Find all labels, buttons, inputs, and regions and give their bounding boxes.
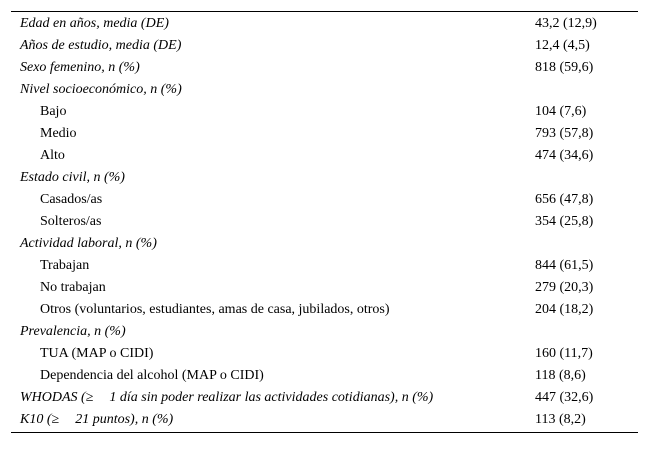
table-row bbox=[11, 277, 638, 299]
table-row bbox=[11, 343, 638, 365]
row-label: Medio bbox=[40, 126, 77, 141]
row-value bbox=[535, 321, 638, 343]
demographics-table-container bbox=[11, 11, 638, 433]
row-value: 844 (61,5) bbox=[535, 258, 594, 273]
row-label: Casados/as bbox=[40, 192, 103, 207]
section-heading: Actividad laboral, n (%) bbox=[20, 236, 157, 251]
row-value: 104 (7,6) bbox=[535, 104, 587, 119]
row-value: 818 (59,6) bbox=[535, 60, 594, 75]
row-value: 113 (8,2) bbox=[535, 412, 586, 427]
table-row bbox=[11, 299, 638, 321]
row-value bbox=[535, 233, 638, 255]
table-row bbox=[11, 167, 638, 189]
row-value: 12,4 (4,5) bbox=[535, 38, 590, 53]
table-row bbox=[11, 189, 638, 211]
row-value: 204 (18,2) bbox=[535, 302, 594, 317]
table-row bbox=[11, 409, 638, 432]
row-label: Años de estudio, media (DE) bbox=[20, 38, 182, 53]
table-row bbox=[11, 321, 638, 343]
table-row bbox=[11, 211, 638, 233]
demographics-table bbox=[11, 12, 638, 432]
row-value: 447 (32,6) bbox=[535, 390, 594, 405]
table-row bbox=[11, 79, 638, 101]
row-label: Sexo femenino, n (%) bbox=[20, 60, 140, 75]
row-value: 354 (25,8) bbox=[535, 214, 594, 229]
row-label-prefix: K10 (≥ bbox=[20, 412, 60, 427]
row-value: 43,2 (12,9) bbox=[535, 16, 597, 31]
row-value: 656 (47,8) bbox=[535, 192, 594, 207]
table-row bbox=[11, 365, 638, 387]
row-label: Dependencia del alcohol (MAP o CIDI) bbox=[40, 368, 264, 383]
section-heading: Prevalencia, n (%) bbox=[20, 324, 126, 339]
row-label: Alto bbox=[40, 148, 65, 163]
row-label: Otros (voluntarios, estudiantes, amas de casa, jubilados, otros) bbox=[40, 302, 390, 317]
row-label: Bajo bbox=[40, 104, 67, 119]
row-value: 160 (11,7) bbox=[535, 346, 593, 361]
row-label: No trabajan bbox=[40, 280, 106, 295]
row-label-suffix: 1 día sin poder realizar las actividades cotidianas), n (%) bbox=[109, 390, 434, 405]
row-value: 279 (20,3) bbox=[535, 280, 594, 295]
row-label: TUA (MAP o CIDI) bbox=[40, 346, 154, 361]
table-row bbox=[11, 233, 638, 255]
section-heading: Estado civil, n (%) bbox=[20, 170, 125, 185]
table-row bbox=[11, 12, 638, 35]
row-label: Solteros/as bbox=[40, 214, 102, 229]
table-row bbox=[11, 145, 638, 167]
row-value: 474 (34,6) bbox=[535, 148, 594, 163]
table-row bbox=[11, 387, 638, 409]
section-heading: Nivel socioeconómico, n (%) bbox=[20, 82, 182, 97]
row-value: 118 (8,6) bbox=[535, 368, 586, 383]
row-label-prefix: WHODAS (≥ bbox=[20, 390, 94, 405]
row-label bbox=[11, 387, 535, 409]
row-value bbox=[535, 167, 638, 189]
row-label-suffix: 21 puntos), n (%) bbox=[75, 412, 174, 427]
table-row bbox=[11, 57, 638, 79]
row-label: Edad en años, media (DE) bbox=[20, 16, 169, 31]
row-label bbox=[11, 409, 535, 432]
table-row bbox=[11, 101, 638, 123]
row-value bbox=[535, 79, 638, 101]
row-label: Trabajan bbox=[40, 258, 90, 273]
row-value: 793 (57,8) bbox=[535, 126, 594, 141]
table-row bbox=[11, 35, 638, 57]
table-row bbox=[11, 255, 638, 277]
table-row bbox=[11, 123, 638, 145]
